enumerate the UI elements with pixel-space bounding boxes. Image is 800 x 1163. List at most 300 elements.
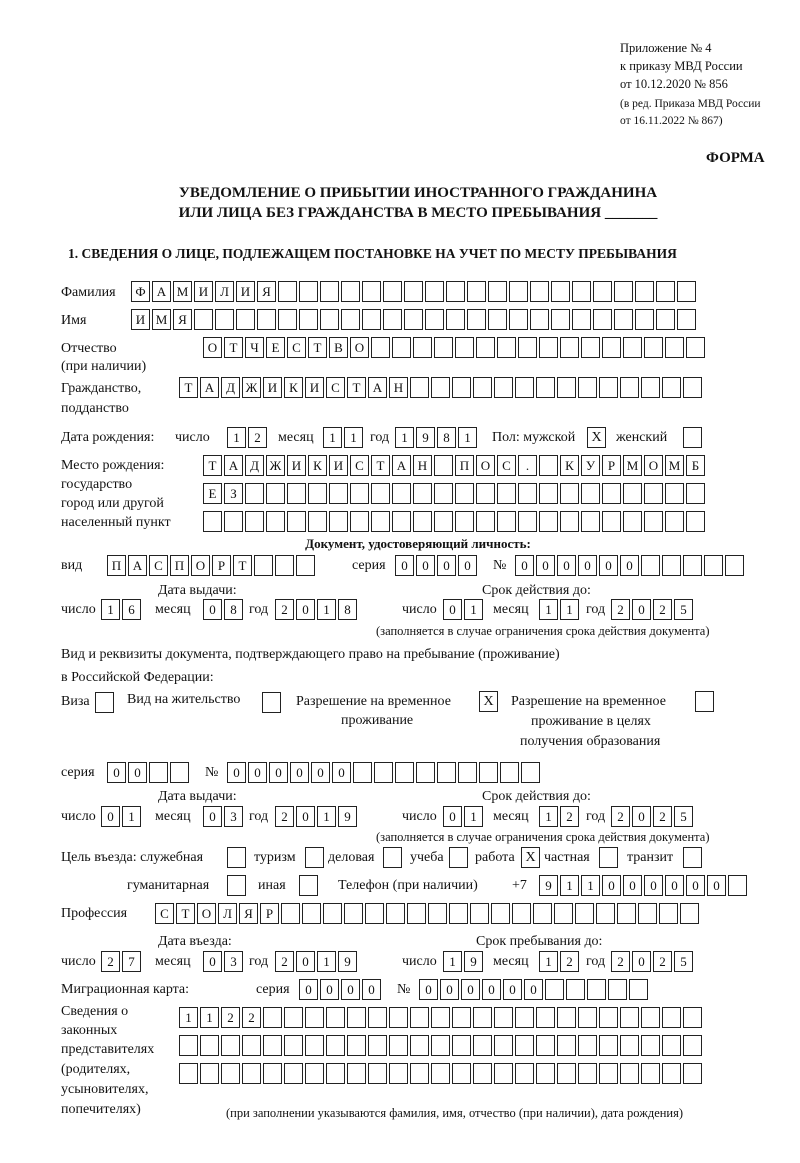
- char-cell[interactable]: [602, 483, 621, 504]
- char-cell[interactable]: 1: [539, 599, 558, 620]
- char-cell[interactable]: 0: [437, 555, 456, 576]
- char-cell[interactable]: [263, 1035, 282, 1056]
- char-cell[interactable]: [662, 1063, 681, 1084]
- char-cell[interactable]: 2: [242, 1007, 261, 1028]
- char-cell[interactable]: О: [350, 337, 369, 358]
- char-cell[interactable]: 1: [317, 951, 336, 972]
- char-cell[interactable]: [539, 455, 558, 476]
- char-cell[interactable]: [383, 281, 402, 302]
- char-cell[interactable]: Н: [413, 455, 432, 476]
- char-cell[interactable]: 0: [248, 762, 267, 783]
- birthplace-field-2[interactable]: [203, 483, 707, 505]
- char-cell[interactable]: [593, 281, 612, 302]
- char-cell[interactable]: [644, 337, 663, 358]
- reps-field-3[interactable]: [179, 1063, 704, 1085]
- char-cell[interactable]: [638, 903, 657, 924]
- entry-day[interactable]: [101, 951, 143, 973]
- char-cell[interactable]: [392, 511, 411, 532]
- char-cell[interactable]: [488, 281, 507, 302]
- id-series-field[interactable]: [395, 555, 479, 577]
- char-cell[interactable]: 0: [503, 979, 522, 1000]
- char-cell[interactable]: [476, 511, 495, 532]
- char-cell[interactable]: [308, 511, 327, 532]
- char-cell[interactable]: [242, 1063, 261, 1084]
- char-cell[interactable]: И: [194, 281, 213, 302]
- char-cell[interactable]: [284, 1007, 303, 1028]
- char-cell[interactable]: [299, 309, 318, 330]
- char-cell[interactable]: [284, 1063, 303, 1084]
- char-cell[interactable]: [662, 555, 681, 576]
- char-cell[interactable]: С: [350, 455, 369, 476]
- char-cell[interactable]: 1: [323, 427, 342, 448]
- char-cell[interactable]: [677, 281, 696, 302]
- char-cell[interactable]: [560, 337, 579, 358]
- char-cell[interactable]: 2: [101, 951, 120, 972]
- char-cell[interactable]: [557, 1035, 576, 1056]
- right-doc-series[interactable]: [107, 762, 191, 784]
- char-cell[interactable]: 0: [665, 875, 684, 896]
- char-cell[interactable]: [278, 281, 297, 302]
- char-cell[interactable]: [494, 377, 513, 398]
- char-cell[interactable]: [200, 1035, 219, 1056]
- char-cell[interactable]: [425, 281, 444, 302]
- rd-valid-year[interactable]: [611, 806, 695, 828]
- char-cell[interactable]: [455, 337, 474, 358]
- char-cell[interactable]: 0: [578, 555, 597, 576]
- char-cell[interactable]: [581, 337, 600, 358]
- right-doc-number[interactable]: [227, 762, 542, 784]
- char-cell[interactable]: [350, 483, 369, 504]
- char-cell[interactable]: 1: [344, 427, 363, 448]
- char-cell[interactable]: [578, 1063, 597, 1084]
- char-cell[interactable]: [665, 483, 684, 504]
- char-cell[interactable]: [518, 483, 537, 504]
- char-cell[interactable]: [329, 483, 348, 504]
- id-number-field[interactable]: [515, 555, 746, 577]
- char-cell[interactable]: [620, 1007, 639, 1028]
- char-cell[interactable]: [434, 455, 453, 476]
- char-cell[interactable]: 8: [224, 599, 243, 620]
- rd-valid-day[interactable]: [443, 806, 485, 828]
- char-cell[interactable]: 2: [611, 951, 630, 972]
- char-cell[interactable]: [284, 1035, 303, 1056]
- char-cell[interactable]: [476, 337, 495, 358]
- char-cell[interactable]: 3: [224, 951, 243, 972]
- reps-field-2[interactable]: [179, 1035, 704, 1057]
- char-cell[interactable]: 0: [203, 951, 222, 972]
- stay-year[interactable]: [611, 951, 695, 973]
- char-cell[interactable]: [452, 1035, 471, 1056]
- char-cell[interactable]: [410, 1063, 429, 1084]
- char-cell[interactable]: [470, 903, 489, 924]
- char-cell[interactable]: Т: [224, 337, 243, 358]
- char-cell[interactable]: 1: [581, 875, 600, 896]
- char-cell[interactable]: К: [560, 455, 579, 476]
- char-cell[interactable]: 0: [482, 979, 501, 1000]
- name-field[interactable]: [131, 309, 698, 331]
- char-cell[interactable]: 8: [437, 427, 456, 448]
- char-cell[interactable]: [686, 483, 705, 504]
- char-cell[interactable]: [224, 511, 243, 532]
- char-cell[interactable]: [305, 1007, 324, 1028]
- char-cell[interactable]: [578, 377, 597, 398]
- char-cell[interactable]: 0: [362, 979, 381, 1000]
- char-cell[interactable]: М: [152, 309, 171, 330]
- char-cell[interactable]: [179, 1035, 198, 1056]
- char-cell[interactable]: [278, 309, 297, 330]
- char-cell[interactable]: Т: [176, 903, 195, 924]
- id-kind-field[interactable]: [107, 555, 317, 577]
- char-cell[interactable]: [629, 979, 648, 1000]
- char-cell[interactable]: [446, 281, 465, 302]
- char-cell[interactable]: 2: [560, 806, 579, 827]
- id-issue-month[interactable]: [203, 599, 245, 621]
- char-cell[interactable]: [581, 511, 600, 532]
- char-cell[interactable]: К: [284, 377, 303, 398]
- char-cell[interactable]: 0: [107, 762, 126, 783]
- char-cell[interactable]: [536, 1035, 555, 1056]
- char-cell[interactable]: Е: [266, 337, 285, 358]
- char-cell[interactable]: 0: [524, 979, 543, 1000]
- char-cell[interactable]: [203, 511, 222, 532]
- char-cell[interactable]: Д: [221, 377, 240, 398]
- char-cell[interactable]: 2: [275, 806, 294, 827]
- char-cell[interactable]: [677, 309, 696, 330]
- char-cell[interactable]: [659, 903, 678, 924]
- char-cell[interactable]: [350, 511, 369, 532]
- char-cell[interactable]: [425, 309, 444, 330]
- purpose-tourism-checkbox[interactable]: [305, 847, 324, 868]
- char-cell[interactable]: [587, 979, 606, 1000]
- char-cell[interactable]: 0: [227, 762, 246, 783]
- char-cell[interactable]: О: [203, 337, 222, 358]
- char-cell[interactable]: [476, 483, 495, 504]
- purpose-other-checkbox[interactable]: [299, 875, 318, 896]
- char-cell[interactable]: [329, 511, 348, 532]
- char-cell[interactable]: [518, 337, 537, 358]
- char-cell[interactable]: [509, 281, 528, 302]
- char-cell[interactable]: [494, 1007, 513, 1028]
- char-cell[interactable]: [662, 1007, 681, 1028]
- char-cell[interactable]: П: [170, 555, 189, 576]
- rd-issue-day[interactable]: [101, 806, 143, 828]
- char-cell[interactable]: [434, 483, 453, 504]
- char-cell[interactable]: [623, 483, 642, 504]
- char-cell[interactable]: 2: [653, 951, 672, 972]
- char-cell[interactable]: [410, 1035, 429, 1056]
- char-cell[interactable]: [572, 281, 591, 302]
- char-cell[interactable]: Р: [260, 903, 279, 924]
- char-cell[interactable]: 0: [686, 875, 705, 896]
- char-cell[interactable]: 2: [248, 427, 267, 448]
- char-cell[interactable]: Р: [212, 555, 231, 576]
- char-cell[interactable]: 1: [227, 427, 246, 448]
- birth-year-field[interactable]: [395, 427, 479, 449]
- trpe-checkbox[interactable]: [695, 691, 714, 712]
- char-cell[interactable]: [431, 1035, 450, 1056]
- char-cell[interactable]: Т: [308, 337, 327, 358]
- char-cell[interactable]: 0: [203, 599, 222, 620]
- char-cell[interactable]: 1: [464, 806, 483, 827]
- char-cell[interactable]: 2: [653, 599, 672, 620]
- char-cell[interactable]: 5: [674, 599, 693, 620]
- char-cell[interactable]: 0: [296, 599, 315, 620]
- char-cell[interactable]: 2: [653, 806, 672, 827]
- char-cell[interactable]: .: [518, 455, 537, 476]
- char-cell[interactable]: [353, 762, 372, 783]
- char-cell[interactable]: [431, 1063, 450, 1084]
- char-cell[interactable]: [518, 511, 537, 532]
- char-cell[interactable]: [491, 903, 510, 924]
- char-cell[interactable]: 0: [290, 762, 309, 783]
- char-cell[interactable]: [320, 281, 339, 302]
- char-cell[interactable]: Л: [218, 903, 237, 924]
- char-cell[interactable]: [320, 309, 339, 330]
- char-cell[interactable]: 5: [674, 806, 693, 827]
- char-cell[interactable]: [497, 511, 516, 532]
- char-cell[interactable]: [245, 511, 264, 532]
- char-cell[interactable]: [557, 1007, 576, 1028]
- char-cell[interactable]: [236, 309, 255, 330]
- char-cell[interactable]: 0: [203, 806, 222, 827]
- char-cell[interactable]: А: [152, 281, 171, 302]
- char-cell[interactable]: [410, 1007, 429, 1028]
- char-cell[interactable]: [347, 1035, 366, 1056]
- char-cell[interactable]: [530, 281, 549, 302]
- char-cell[interactable]: И: [131, 309, 150, 330]
- purpose-transit-checkbox[interactable]: [683, 847, 702, 868]
- char-cell[interactable]: [641, 1035, 660, 1056]
- char-cell[interactable]: [608, 979, 627, 1000]
- char-cell[interactable]: [302, 903, 321, 924]
- char-cell[interactable]: С: [149, 555, 168, 576]
- char-cell[interactable]: Р: [602, 455, 621, 476]
- char-cell[interactable]: [641, 377, 660, 398]
- char-cell[interactable]: [560, 483, 579, 504]
- char-cell[interactable]: 9: [338, 951, 357, 972]
- char-cell[interactable]: [641, 555, 660, 576]
- char-cell[interactable]: [194, 309, 213, 330]
- char-cell[interactable]: Ф: [131, 281, 150, 302]
- char-cell[interactable]: [431, 377, 450, 398]
- char-cell[interactable]: 0: [395, 555, 414, 576]
- char-cell[interactable]: [614, 281, 633, 302]
- char-cell[interactable]: [446, 309, 465, 330]
- char-cell[interactable]: [620, 1063, 639, 1084]
- char-cell[interactable]: [665, 511, 684, 532]
- char-cell[interactable]: [413, 511, 432, 532]
- char-cell[interactable]: [368, 1063, 387, 1084]
- char-cell[interactable]: [170, 762, 189, 783]
- char-cell[interactable]: 0: [602, 875, 621, 896]
- char-cell[interactable]: [515, 1035, 534, 1056]
- char-cell[interactable]: [686, 337, 705, 358]
- reps-field-1[interactable]: [179, 1007, 704, 1029]
- char-cell[interactable]: [389, 1035, 408, 1056]
- char-cell[interactable]: К: [308, 455, 327, 476]
- profession-field[interactable]: [155, 903, 701, 925]
- char-cell[interactable]: 9: [539, 875, 558, 896]
- char-cell[interactable]: [386, 903, 405, 924]
- char-cell[interactable]: [455, 511, 474, 532]
- char-cell[interactable]: 2: [611, 806, 630, 827]
- char-cell[interactable]: И: [287, 455, 306, 476]
- char-cell[interactable]: [578, 1035, 597, 1056]
- char-cell[interactable]: 0: [632, 806, 651, 827]
- char-cell[interactable]: 0: [632, 951, 651, 972]
- char-cell[interactable]: 0: [416, 555, 435, 576]
- char-cell[interactable]: [455, 483, 474, 504]
- char-cell[interactable]: [404, 281, 423, 302]
- patronymic-field[interactable]: [203, 337, 707, 359]
- char-cell[interactable]: [473, 1035, 492, 1056]
- char-cell[interactable]: 0: [296, 951, 315, 972]
- char-cell[interactable]: [533, 903, 552, 924]
- char-cell[interactable]: [551, 309, 570, 330]
- char-cell[interactable]: 1: [179, 1007, 198, 1028]
- char-cell[interactable]: [395, 762, 414, 783]
- char-cell[interactable]: М: [173, 281, 192, 302]
- char-cell[interactable]: 0: [536, 555, 555, 576]
- rd-issue-year[interactable]: [275, 806, 359, 828]
- char-cell[interactable]: 0: [440, 979, 459, 1000]
- char-cell[interactable]: 0: [461, 979, 480, 1000]
- char-cell[interactable]: [467, 281, 486, 302]
- char-cell[interactable]: 0: [599, 555, 618, 576]
- char-cell[interactable]: [416, 762, 435, 783]
- char-cell[interactable]: 9: [338, 806, 357, 827]
- citizenship-field[interactable]: [179, 377, 704, 399]
- char-cell[interactable]: [221, 1035, 240, 1056]
- char-cell[interactable]: [473, 377, 492, 398]
- char-cell[interactable]: [641, 1007, 660, 1028]
- purpose-private-checkbox[interactable]: [599, 847, 618, 868]
- char-cell[interactable]: [215, 309, 234, 330]
- char-cell[interactable]: [179, 1063, 198, 1084]
- char-cell[interactable]: У: [581, 455, 600, 476]
- char-cell[interactable]: [413, 337, 432, 358]
- char-cell[interactable]: [683, 1007, 702, 1028]
- char-cell[interactable]: [599, 377, 618, 398]
- char-cell[interactable]: 9: [416, 427, 435, 448]
- char-cell[interactable]: [413, 483, 432, 504]
- char-cell[interactable]: 1: [317, 599, 336, 620]
- char-cell[interactable]: 0: [620, 555, 639, 576]
- rd-issue-month[interactable]: [203, 806, 245, 828]
- char-cell[interactable]: [467, 309, 486, 330]
- char-cell[interactable]: [623, 337, 642, 358]
- char-cell[interactable]: 0: [557, 555, 576, 576]
- char-cell[interactable]: С: [155, 903, 174, 924]
- char-cell[interactable]: [554, 903, 573, 924]
- char-cell[interactable]: 0: [443, 806, 462, 827]
- char-cell[interactable]: [407, 903, 426, 924]
- char-cell[interactable]: 0: [515, 555, 534, 576]
- char-cell[interactable]: [686, 511, 705, 532]
- char-cell[interactable]: Ч: [245, 337, 264, 358]
- char-cell[interactable]: [683, 377, 702, 398]
- char-cell[interactable]: [263, 1063, 282, 1084]
- birthplace-field-3[interactable]: [203, 511, 707, 533]
- char-cell[interactable]: [683, 1063, 702, 1084]
- char-cell[interactable]: 1: [122, 806, 141, 827]
- char-cell[interactable]: [725, 555, 744, 576]
- residence-checkbox[interactable]: [262, 692, 281, 713]
- char-cell[interactable]: [578, 1007, 597, 1028]
- char-cell[interactable]: Т: [203, 455, 222, 476]
- char-cell[interactable]: А: [200, 377, 219, 398]
- char-cell[interactable]: [149, 762, 168, 783]
- migration-number[interactable]: [419, 979, 650, 1001]
- char-cell[interactable]: А: [368, 377, 387, 398]
- char-cell[interactable]: [635, 309, 654, 330]
- char-cell[interactable]: М: [623, 455, 642, 476]
- char-cell[interactable]: [365, 903, 384, 924]
- char-cell[interactable]: О: [197, 903, 216, 924]
- char-cell[interactable]: [368, 1035, 387, 1056]
- char-cell[interactable]: 7: [122, 951, 141, 972]
- char-cell[interactable]: 1: [443, 951, 462, 972]
- char-cell[interactable]: [620, 377, 639, 398]
- char-cell[interactable]: М: [665, 455, 684, 476]
- char-cell[interactable]: [431, 1007, 450, 1028]
- char-cell[interactable]: [392, 337, 411, 358]
- char-cell[interactable]: З: [224, 483, 243, 504]
- entry-month[interactable]: [203, 951, 245, 973]
- char-cell[interactable]: [662, 377, 681, 398]
- char-cell[interactable]: 0: [707, 875, 726, 896]
- char-cell[interactable]: [452, 1007, 471, 1028]
- purpose-study-checkbox[interactable]: [449, 847, 468, 868]
- char-cell[interactable]: [599, 1035, 618, 1056]
- stay-day[interactable]: [443, 951, 485, 973]
- char-cell[interactable]: [665, 337, 684, 358]
- char-cell[interactable]: 0: [101, 806, 120, 827]
- char-cell[interactable]: [326, 1063, 345, 1084]
- birth-day-field[interactable]: [227, 427, 269, 449]
- char-cell[interactable]: 1: [560, 599, 579, 620]
- char-cell[interactable]: [728, 875, 747, 896]
- char-cell[interactable]: [449, 903, 468, 924]
- char-cell[interactable]: [392, 483, 411, 504]
- char-cell[interactable]: [680, 903, 699, 924]
- char-cell[interactable]: [683, 1035, 702, 1056]
- char-cell[interactable]: [581, 483, 600, 504]
- char-cell[interactable]: Е: [203, 483, 222, 504]
- purpose-work-checkbox[interactable]: X: [521, 847, 540, 868]
- phone-field[interactable]: [539, 875, 749, 897]
- char-cell[interactable]: 1: [200, 1007, 219, 1028]
- char-cell[interactable]: О: [644, 455, 663, 476]
- char-cell[interactable]: [374, 762, 393, 783]
- char-cell[interactable]: [593, 309, 612, 330]
- char-cell[interactable]: [494, 1063, 513, 1084]
- char-cell[interactable]: 1: [539, 951, 558, 972]
- char-cell[interactable]: [287, 511, 306, 532]
- char-cell[interactable]: Л: [215, 281, 234, 302]
- char-cell[interactable]: [371, 483, 390, 504]
- char-cell[interactable]: [344, 903, 363, 924]
- char-cell[interactable]: Т: [371, 455, 390, 476]
- char-cell[interactable]: О: [476, 455, 495, 476]
- char-cell[interactable]: 1: [464, 599, 483, 620]
- char-cell[interactable]: 0: [332, 762, 351, 783]
- purpose-service-checkbox[interactable]: [227, 847, 246, 868]
- char-cell[interactable]: 2: [275, 951, 294, 972]
- char-cell[interactable]: [536, 377, 555, 398]
- char-cell[interactable]: [539, 511, 558, 532]
- char-cell[interactable]: 6: [122, 599, 141, 620]
